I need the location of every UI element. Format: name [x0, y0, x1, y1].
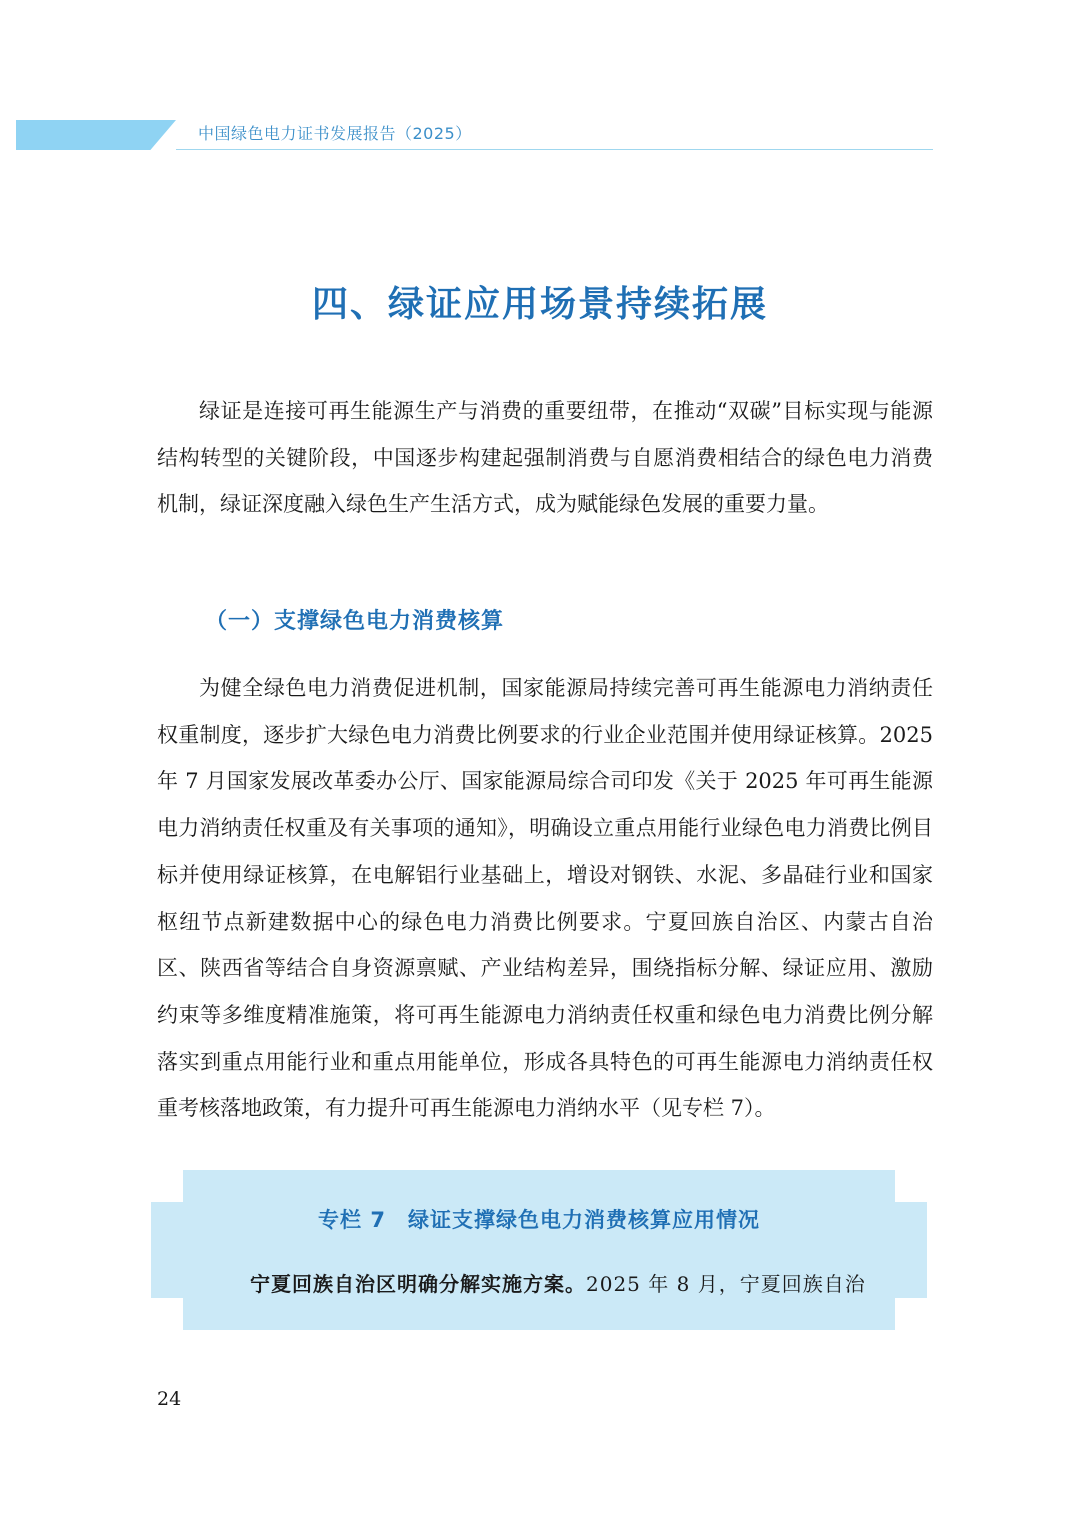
running-header-title: 中国绿色电力证书发展报告（2025） [198, 124, 472, 143]
header-accent-band [16, 120, 176, 150]
page-number: 24 [157, 1388, 182, 1410]
intro-paragraph: 绿证是连接可再生能源生产与消费的重要纽带，在推动“双碳”目标实现与能源结构转型的关键阶段，中国逐步构建起强制消费与自愿消费相结合的绿色电力消费机制，绿证深度融入绿色生产生活方式，成为赋能绿色发展的重要力量。 [157, 399, 933, 517]
section-paragraph: 为健全绿色电力消费促进机制，国家能源局持续完善可再生能源电力消纳责任权重制度，逐步扩大绿色电力消费比例要求的行业企业范围并使用绿证核算。2025 年 7 月国家发展改革委办公厅、国家能源局综合司印发《关于 2025 年可再生能源电力消纳责任权重及有关事项的通知》，明确设立重点用能行业绿色电力消费比例目标并使用绿证核算，在电解铝行业基础上，增设对钢铁、水泥、多晶硅行业和国家枢纽节点新建数据中心的绿色电力消费比例要求。宁夏回族自治区、内蒙古自治区、陕西省等结合自身资源禀赋、产业结构差异，围绕指标分解、绿证应用、激励约束等多维度精准施策，将可再生能源电力消纳责任权重和绿色电力消费比例分解落实到重点用能行业和重点用能单位，形成各具特色的可再生能源电力消纳责任权重考核落地政策，有力提升可再生能源电力消纳水平（见专栏 7）。 [157, 676, 933, 1121]
column-box-text [250, 1264, 910, 1304]
column-box-lead: 宁夏回族自治区明确分解实施方案。 [250, 1272, 586, 1296]
column-box-body: 2025 年 8 月，宁夏回族自治 [586, 1272, 866, 1296]
header-divider [176, 149, 933, 150]
section-heading: （一）支撑绿色电力消费核算 [205, 609, 505, 634]
column-box-title: 专栏 7 绿证支撑绿色电力消费核算应用情况 [318, 1208, 760, 1232]
chapter-title: 四、绿证应用场景持续拓展 [311, 284, 768, 325]
